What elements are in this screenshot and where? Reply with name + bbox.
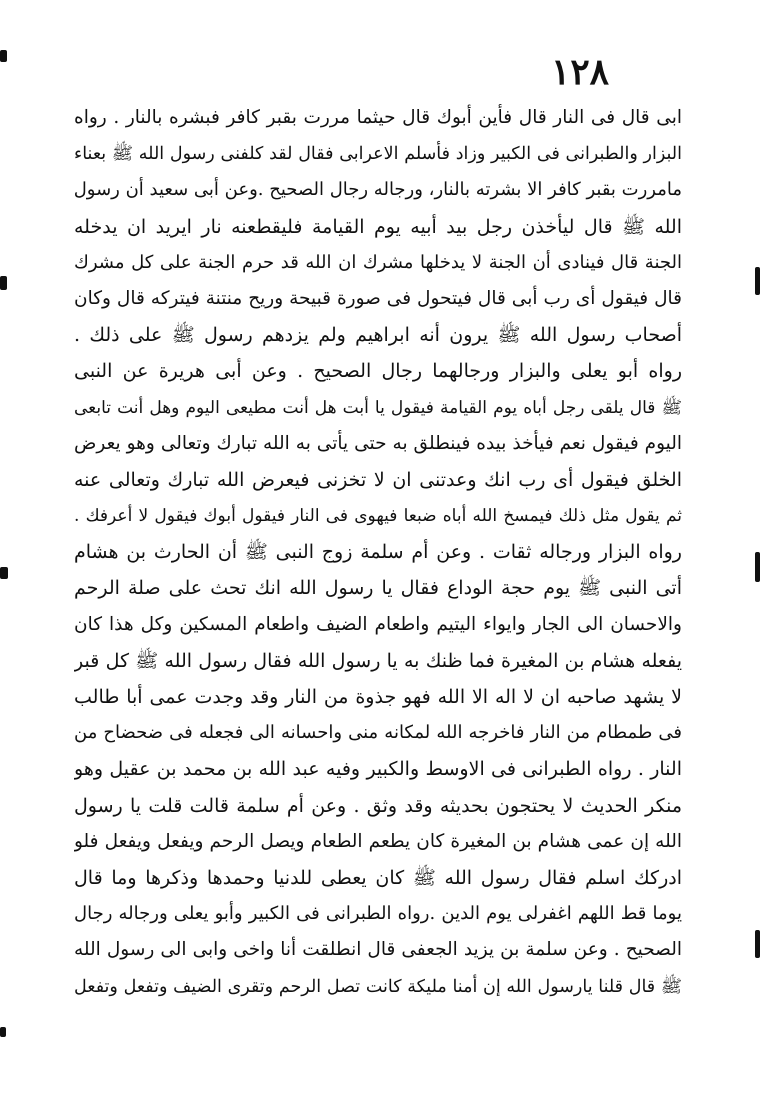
text-line: الخلق فيقول أى رب انك وعدتنى ان لا تخزنى فيعرض الله تبارك وتعالى عنه: [74, 468, 682, 491]
page-number: ١٢٨: [550, 51, 609, 93]
scan-margin-mark: [0, 276, 7, 290]
text-line: الله إن عمى هشام بن المغيرة كان يطعم الطعام ويصل الرحم ويفعل ويفعل فلو: [74, 830, 682, 852]
text-line: رواه أبو يعلى والبزار ورجالهما رجال الصحيح . وعن أبى هريرة عن النبى: [74, 360, 682, 383]
text-line: ﷺ قال يلقى رجل أباه يوم القيامة فيقول يا أبت هل أنت مطيعى اليوم وهل أنت تابعى: [74, 397, 682, 418]
scan-margin-mark: [0, 567, 8, 579]
scan-margin-mark: [0, 1027, 6, 1037]
text-line: قال فيقول أى رب أبى قال فيتحول فى صورة قبيحة وريح منتنة فيتركه قال وكان: [74, 287, 682, 309]
text-line: أصحاب رسول الله ﷺ يرون أنه ابراهيم ولم يزدهم رسول ﷺ على ذلك .: [74, 324, 682, 347]
text-line: ثم يقول مثل ذلك فيمسخ الله أباه ضبعا فيهوى فى النار فيقول أبوك فيقول لا أعرفك .: [74, 506, 682, 527]
scan-margin-mark: [755, 552, 760, 582]
text-line: أتى النبى ﷺ يوم حجة الوداع فقال يا رسول الله انك تحث على صلة الرحم: [74, 577, 682, 600]
text-line: والاحسان الى الجار وايواء اليتيم واطعام الضيف واطعام المسكين وكل هذا كان: [74, 613, 682, 635]
text-line: منكر الحديث لا يحتجون بحديثه وقد وثق . وعن أم سلمة قالت قلت يا رسول: [74, 794, 682, 817]
text-line: رواه البزار ورجاله ثقات . وعن أم سلمة زوج النبى ﷺ أن الحارث بن هشام: [74, 541, 682, 564]
text-line: ادركك اسلم فقال رسول الله ﷺ كان يعطى للدنيا وحمدها وذكرها وما قال: [74, 866, 682, 889]
text-line: يوما قط اللهم اغفرلى يوم الدين .رواه الطبرانى فى الكبير وأبو يعلى ورجاله رجال: [74, 903, 682, 925]
scan-margin-mark: [0, 50, 7, 62]
text-line: ﷺ قال قلنا يارسول الله إن أمنا مليكة كانت تصل الرحم وتقرى الضيف وتفعل وتفعل: [74, 976, 682, 997]
text-line: فى طمطام من النار فاخرجه الله لمكانه منى واحسانه الى فجعله فى ضحضاح من: [74, 722, 682, 744]
text-line: اليوم فيقول نعم فيأخذ بيده فينطلق به حتى يأتى به الله تبارك وتعالى وهو يعرض: [74, 432, 682, 454]
text-line: الصحيح . وعن سلمة بن يزيد الجعفى قال انطلقت أنا واخى وابى الى رسول الله: [74, 939, 682, 961]
main-text-block: [74, 100, 682, 1005]
text-line: يفعله هشام بن المغيرة فما ظنك به يا رسول الله فقال رسول الله ﷺ كل قبر: [74, 649, 682, 672]
text-line: مامررت بقبر كافر الا بشرته بالنار، ورجاله رجال الصحيح .وعن أبى سعيد أن رسول: [74, 179, 682, 201]
text-line: النار . رواه الطبرانى فى الاوسط والكبير وفيه عبد الله بن محمد بن عقيل وهو: [74, 758, 682, 781]
text-line: لا يشهد صاحبه ان لا اله الا الله فهو جذوة من النار وقد وجدت عمى أبا طالب: [74, 686, 682, 708]
text-line: البزار والطبرانى فى الكبير وزاد فأسلم الاعرابى فقال لقد كلفنى رسول الله ﷺ بعناء: [74, 144, 682, 165]
text-line: الله ﷺ قال ليأخذن رجل بيد أبيه يوم القيامة فليقطعنه نار ايريد ان يدخله: [74, 215, 682, 238]
scan-margin-mark: [755, 267, 760, 295]
text-line: الجنة قال فينادى أن الجنة لا يدخلها مشرك ان الله قد حرم الجنة على كل مشرك: [74, 251, 682, 273]
scan-margin-mark: [755, 930, 760, 958]
text-line: ابى قال فى النار قال فأين أبوك قال حيثما مررت بقبر كافر فبشره بالنار . رواه: [74, 107, 682, 128]
